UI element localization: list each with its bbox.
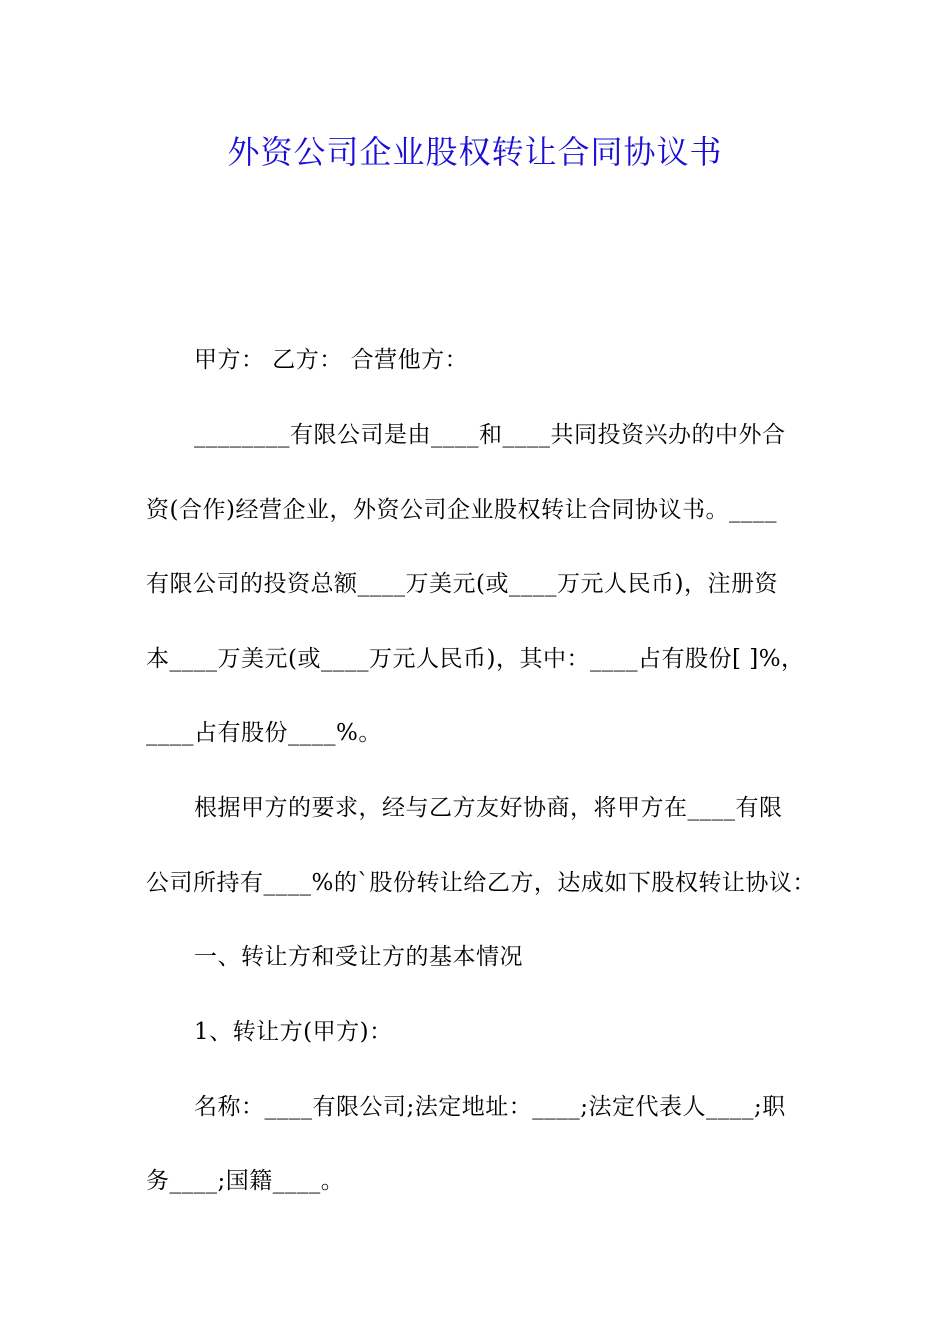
paragraph-line: ____占有股份____%。 xyxy=(146,720,382,746)
document-title: 外资公司企业股权转让合同协议书 xyxy=(227,133,723,171)
paragraph-line: 公司所持有____%的`股份转让给乙方，达成如下股权转让协议： xyxy=(146,870,816,896)
parties-line: 甲方： 乙方： 合营他方： xyxy=(194,347,469,373)
subsection-heading: 1、转让方(甲方)： xyxy=(194,1019,393,1045)
paragraph-line: 资(合作)经营企业，外资公司企业股权转让合同协议书。____ xyxy=(146,497,777,523)
paragraph-line: 本____万美元(或____万元人民币)，其中：____占有股份[ ]%， xyxy=(146,646,805,672)
section-heading: 一、转让方和受让方的基本情况 xyxy=(194,944,523,970)
paragraph-line: 名称：____有限公司;法定地址：____;法定代表人____;职 xyxy=(194,1094,786,1120)
paragraph-line: ________有限公司是由____和____共同投资兴办的中外合 xyxy=(194,422,786,448)
paragraph-line: 务____;国籍____。 xyxy=(146,1168,345,1194)
paragraph-line: 根据甲方的要求，经与乙方友好协商，将甲方在____有限 xyxy=(194,795,783,821)
paragraph-line: 有限公司的投资总额____万美元(或____万元人民币)，注册资 xyxy=(146,571,778,597)
